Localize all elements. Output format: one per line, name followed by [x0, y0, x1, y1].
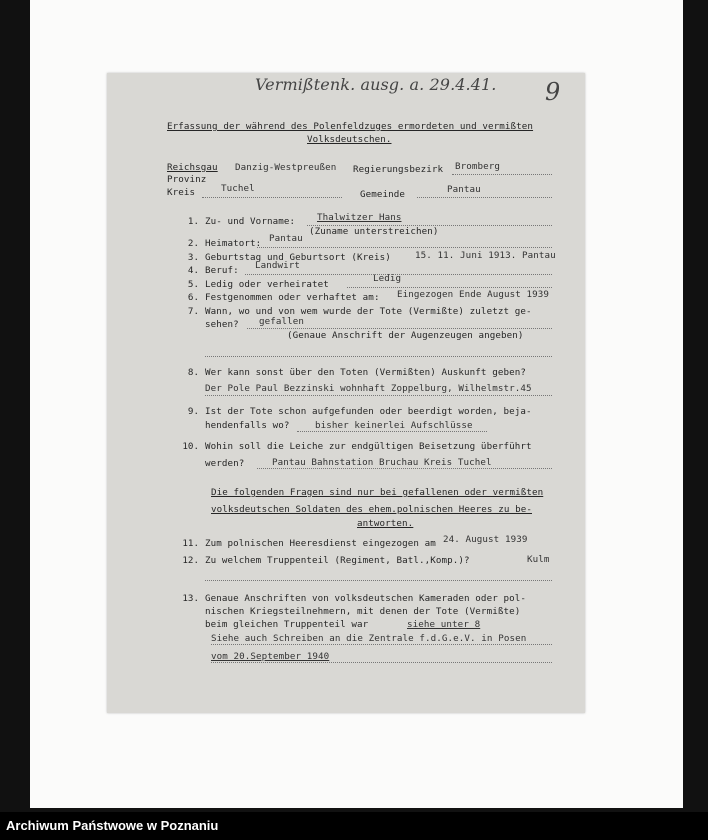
dotted-line — [205, 580, 552, 581]
regierungsbezirk-value: Bromberg — [455, 161, 501, 172]
item-number: 2. — [187, 238, 199, 249]
item-note: (Zuname unterstreichen) — [309, 226, 439, 237]
item-number: 3. — [187, 252, 199, 263]
scanned-form — [107, 73, 585, 713]
item-number: 11. — [182, 538, 199, 549]
item-label: Zu- und Vorname: — [205, 216, 296, 227]
form-title-line2: Volksdeutschen. — [307, 134, 392, 145]
reichsgau-label: Reichsgau — [167, 162, 218, 173]
item-label: Wann, wo und von wem wurde der Tote (Vermißte) zuletzt ge- — [205, 306, 532, 317]
item-label: Heimatort: — [205, 238, 262, 249]
item-label: Geburtstag und Geburtsort (Kreis) — [205, 252, 391, 263]
item-value-auskunft: Der Pole Paul Bezzinski wohnhaft Zoppelburg, Wilhelmstr.45 — [205, 383, 532, 394]
item-number: 5. — [187, 279, 199, 290]
section-title-line2: volksdeutschen Soldaten des ehem.polnischen Heeres zu be- — [211, 504, 532, 515]
archive-label: Archiwum Państwowe w Poznaniu — [6, 818, 219, 833]
item-label: Zu welchem Truppenteil (Regiment, Batl.,Komp.)? — [205, 555, 470, 566]
item-value-ledig: Ledig — [373, 273, 402, 284]
item-number: 7. — [187, 306, 199, 317]
item-label-cont: werden? — [205, 458, 245, 469]
gemeinde-label: Gemeinde — [360, 189, 406, 200]
item-value-beisetzung: Pantau Bahnstation Bruchau Kreis Tuchel — [272, 457, 492, 468]
item-number: 8. — [187, 367, 199, 378]
dotted-line — [205, 395, 552, 396]
item-label: Wer kann sonst über den Toten (Vermißten) Auskunft geben? — [205, 367, 526, 378]
item-value-kameraden: siehe unter 8 — [407, 619, 481, 630]
item-value-heimatort: Pantau — [269, 233, 303, 244]
item-label: Beruf: — [205, 265, 239, 276]
dotted-line — [211, 644, 552, 645]
dotted-line — [297, 431, 487, 432]
dotted-line — [211, 662, 552, 663]
dotted-line — [247, 328, 552, 329]
item-label: Zum polnischen Heeresdienst eingezogen am — [205, 538, 436, 549]
dotted-line — [257, 468, 552, 469]
item-label: Wohin soll die Leiche zur endgültigen Beisetzung überführt — [205, 441, 532, 452]
item-note: (Genaue Anschrift der Augenzeugen angeben) — [287, 330, 524, 341]
item-value-festgenommen: Eingezogen Ende August 1939 — [397, 289, 550, 300]
item-value-name: Thalwitzer Hans — [317, 212, 402, 223]
item-value-gesehen: gefallen — [259, 316, 305, 327]
item-number: 6. — [187, 292, 199, 303]
handwritten-note: Vermißtenk. ausg. a. 29.4.41. — [255, 75, 497, 94]
dotted-line — [257, 247, 552, 248]
item-number: 12. — [182, 555, 199, 566]
dotted-line — [202, 197, 342, 198]
dotted-line — [205, 356, 552, 357]
item-number: 1. — [187, 216, 199, 227]
item-label-cont: hendenfalls wo? — [205, 420, 290, 431]
item-label: Genaue Anschriften von volksdeutschen Kameraden oder pol- — [205, 593, 526, 604]
item-number: 9. — [187, 406, 199, 417]
dotted-line — [452, 174, 552, 175]
item-number: 13. — [182, 593, 199, 604]
dotted-line — [347, 287, 552, 288]
item-label-cont: nischen Kriegsteilnehmern, mit denen der Tote (Vermißte) — [205, 606, 521, 617]
item-value-beruf: Landwirt — [255, 260, 301, 271]
item-number: 4. — [187, 265, 199, 276]
provinz-label: Provinz — [167, 174, 207, 185]
reichsgau-value: Danzig-Westpreußen — [235, 162, 337, 173]
item-label-cont: beim gleichen Truppenteil war — [205, 619, 369, 630]
item-number: 10. — [182, 441, 199, 452]
regierungsbezirk-label: Regierungsbezirk — [353, 164, 444, 175]
kreis-label: Kreis — [167, 187, 196, 198]
section-title-line3: antworten. — [357, 518, 414, 529]
form-title: Erfassung der während des Polenfeldzuges ermordeten und vermißten — [167, 121, 534, 132]
item-value-geburt: 15. 11. Juni 1913. Pantau — [415, 250, 556, 261]
item-label: Festgenommen oder verhaftet am: — [205, 292, 380, 303]
item-label-cont: sehen? — [205, 319, 239, 330]
page-number: 9 — [545, 78, 561, 106]
gemeinde-value: Pantau — [447, 184, 481, 195]
item-label: Ist der Tote schon aufgefunden oder beerdigt worden, beja- — [205, 406, 532, 417]
item-label: Ledig oder verheiratet — [205, 279, 329, 290]
item-value-eingezogen: 24. August 1939 — [443, 534, 528, 545]
dotted-line — [417, 197, 552, 198]
section-title: Die folgenden Fragen sind nur bei gefallenen oder vermißten — [211, 487, 544, 498]
item-value-kameraden-line3: vom 20.September 1940 — [211, 651, 330, 662]
kreis-value: Tuchel — [221, 183, 255, 194]
item-value-truppenteil: Kulm — [527, 554, 550, 565]
item-value-kameraden-line2: Siehe auch Schreiben an die Zentrale f.d.G.e.V. in Posen — [211, 633, 527, 644]
item-value-beerdigt: bisher keinerlei Aufschlüsse — [315, 420, 473, 431]
archive-footer — [0, 812, 708, 840]
